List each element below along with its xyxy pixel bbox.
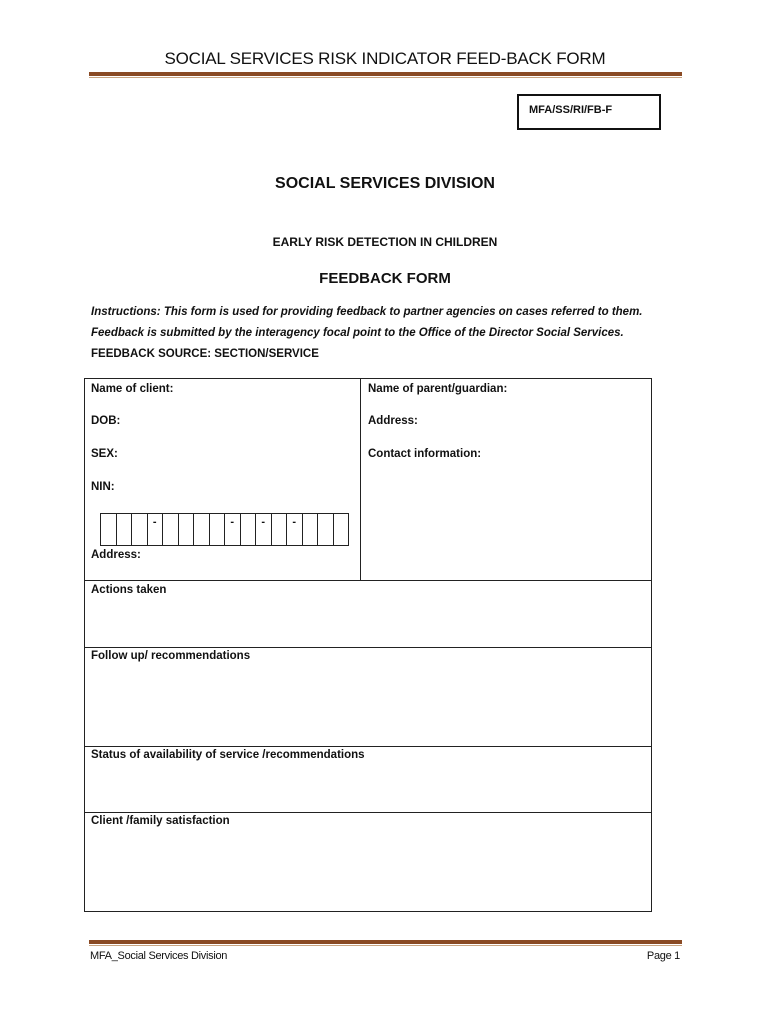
footer-division: MFA_Social Services Division — [90, 950, 228, 962]
table-border-left — [84, 378, 85, 912]
nin-cell[interactable] — [100, 513, 117, 546]
table-border-bottom — [84, 911, 652, 912]
instructions-line-2: Feedback is submitted by the interagency focal point to the Office of the Director Social Services. — [91, 327, 624, 339]
table-column-divider — [360, 378, 361, 580]
nin-cell[interactable] — [193, 513, 210, 546]
guardian-address-field[interactable]: Address: — [368, 415, 418, 427]
follow-up-field[interactable]: Follow up/ recommendations — [91, 650, 251, 662]
nin-cell[interactable] — [178, 513, 195, 546]
nin-cell[interactable] — [317, 513, 334, 546]
page-header-title: SOCIAL SERVICES RISK INDICATOR FEED-BACK FORM — [164, 49, 606, 68]
row-divider-follow-up — [84, 647, 652, 648]
subtitle: EARLY RISK DETECTION IN CHILDREN — [272, 235, 498, 249]
nin-cell[interactable] — [302, 513, 319, 546]
header-rule-thin — [89, 77, 682, 78]
dob-field[interactable]: DOB: — [91, 415, 121, 427]
table-border-top — [84, 378, 652, 379]
header-rule — [89, 72, 682, 76]
nin-cell[interactable]: - — [224, 513, 241, 546]
sex-field[interactable]: SEX: — [91, 448, 118, 460]
actions-taken-field[interactable]: Actions taken — [91, 584, 167, 596]
footer-rule — [89, 940, 682, 944]
nin-cell[interactable] — [162, 513, 179, 546]
nin-cell[interactable]: - — [255, 513, 272, 546]
name-of-parent-field[interactable]: Name of parent/guardian: — [368, 383, 508, 395]
nin-cell[interactable]: - — [286, 513, 303, 546]
form-code-box: MFA/SS/RI/FB-F — [517, 94, 661, 130]
row-divider-status — [84, 746, 652, 747]
client-address-field[interactable]: Address: — [91, 549, 141, 561]
service-status-field[interactable]: Status of availability of service /recommendations — [91, 749, 365, 761]
row-divider-satisfaction — [84, 812, 652, 813]
instructions-line-1: Instructions: This form is used for providing feedback to partner agencies on cases referred to them. — [91, 306, 643, 318]
footer-rule-thin — [89, 945, 682, 946]
contact-information-field[interactable]: Contact information: — [368, 448, 482, 460]
name-of-client-field[interactable]: Name of client: — [91, 383, 174, 395]
nin-cell[interactable] — [240, 513, 257, 546]
client-satisfaction-field[interactable]: Client /family satisfaction — [91, 815, 230, 827]
nin-cell[interactable] — [271, 513, 288, 546]
nin-cell[interactable] — [116, 513, 133, 546]
nin-cell[interactable] — [131, 513, 148, 546]
nin-cell[interactable]: - — [147, 513, 164, 546]
division-title: SOCIAL SERVICES DIVISION — [275, 175, 495, 192]
nin-cell[interactable] — [209, 513, 226, 546]
page-number: Page 1 — [646, 950, 680, 962]
nin-input-boxes[interactable] — [100, 513, 348, 546]
nin-label: NIN: — [91, 481, 115, 493]
row-divider-actions — [84, 580, 652, 581]
form-title: FEEDBACK FORM — [319, 270, 451, 287]
table-border-right — [651, 378, 652, 912]
nin-cell[interactable] — [333, 513, 350, 546]
feedback-source: FEEDBACK SOURCE: SECTION/SERVICE — [91, 348, 319, 360]
